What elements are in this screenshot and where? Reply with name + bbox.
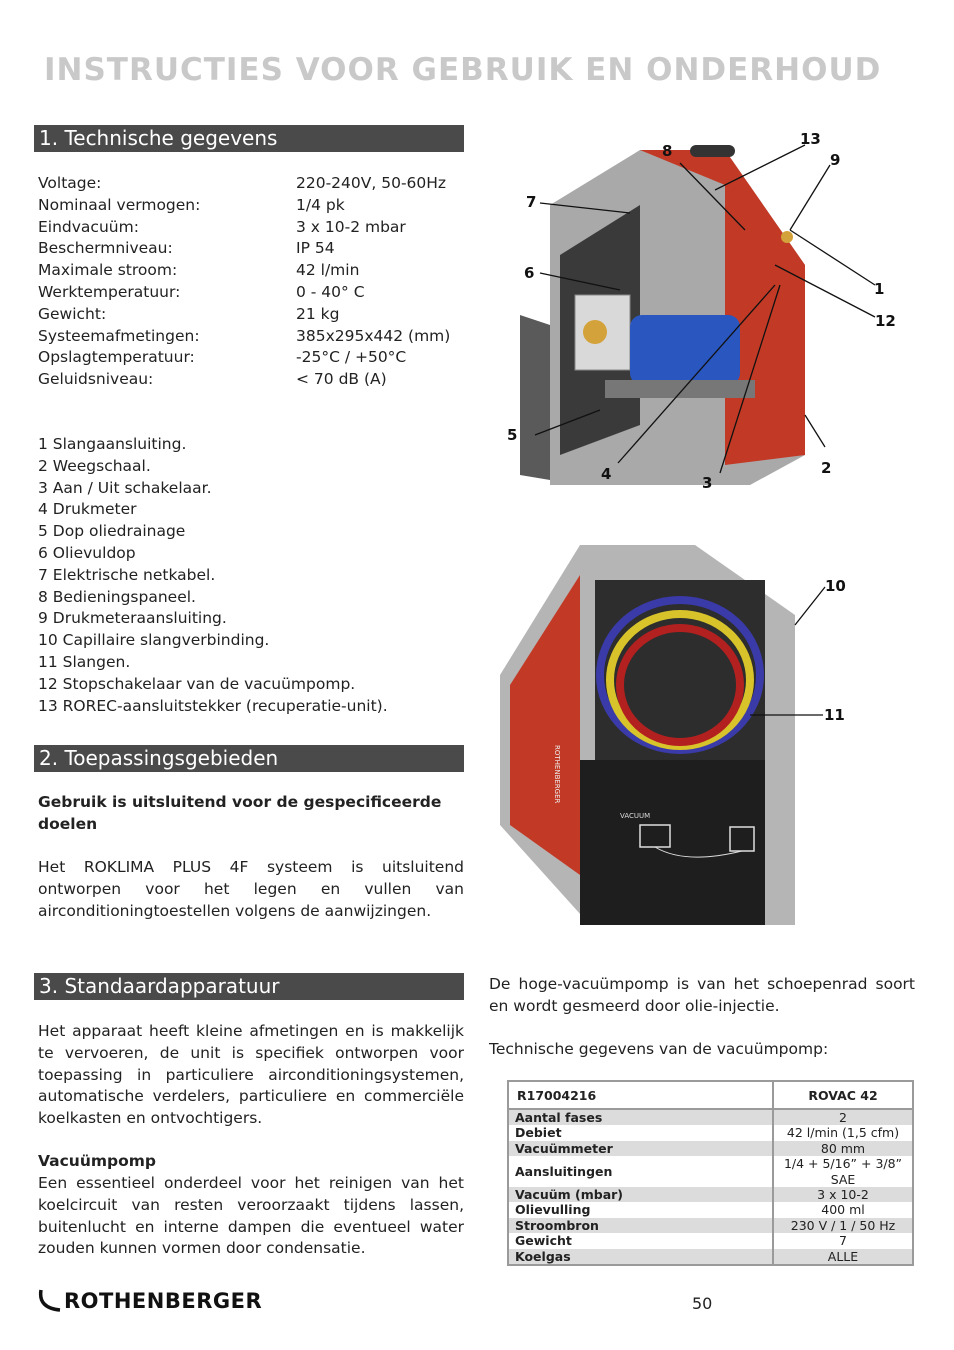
table-cell-label: Olievulling xyxy=(508,1202,773,1217)
callout-12: 12 xyxy=(875,312,896,330)
callout-4: 4 xyxy=(601,465,612,483)
application-text: Het ROKLIMA PLUS 4F systeem is uitsluitend ontworpen voor het legen en vullen van airconditioningtoestellen volgens de aanwijzingen. xyxy=(38,858,464,920)
spec-label: Geluidsniveau: xyxy=(38,370,154,389)
side-brand-label: ROTHENBERGER xyxy=(553,745,561,804)
spec-value: 21 kg xyxy=(296,304,340,323)
part-item: 6 Olievuldop xyxy=(38,543,136,562)
table-cell-value: 400 ml xyxy=(773,1202,913,1217)
spec-label: Gewicht: xyxy=(38,304,107,323)
table-cell-value: 2 xyxy=(773,1109,913,1125)
table-cell-label: Vacuüm (mbar) xyxy=(508,1187,773,1202)
part-item: 7 Elektrische netkabel. xyxy=(38,565,216,584)
table-cell-value: 1/4 + 5/16” + 3/8” SAE xyxy=(773,1156,913,1187)
spec-row xyxy=(38,238,450,260)
callout-1: 1 xyxy=(874,280,885,298)
spec-value: 3 x 10-2 mbar xyxy=(296,217,406,236)
spec-label: Werktemperatuur: xyxy=(38,282,181,301)
unit-closed-figure xyxy=(495,535,915,935)
vacuum-pump-text: Een essentieel onderdeel voor het reinigen van het koelcircuit van resten veroorzaakt tijdens lassen, buitenlucht en interne dampen die eventueel water zouden kunnen vormen door condensatie. xyxy=(38,1174,464,1258)
equipment-text: Het apparaat heeft kleine afmetingen en is makkelijk te vervoeren, de unit is specifiek ontworpen voor toepassing in particuliere airconditioningsystemen, automatische verdelers, particuliere en commerciële koelkasten en ontvochtigers. xyxy=(38,1022,464,1128)
spec-value: IP 54 xyxy=(296,239,335,258)
page-title: INSTRUCTIES VOOR GEBRUIK EN ONDERHOUD xyxy=(44,52,882,88)
table-row xyxy=(508,1233,913,1248)
table-cell-value: 7 xyxy=(773,1233,913,1248)
logo-text: ROTHENBERGER xyxy=(64,1289,263,1313)
spec-value: < 70 dB (A) xyxy=(296,370,387,389)
table-row xyxy=(508,1249,913,1265)
part-item: 8 Bedieningspaneel. xyxy=(38,587,196,606)
page-number: 50 xyxy=(692,1294,713,1313)
table-cell-value: 80 mm xyxy=(773,1141,913,1156)
callout-13: 13 xyxy=(800,130,821,148)
table-header-model: ROVAC 42 xyxy=(773,1081,913,1109)
table-cell-label: Stroombron xyxy=(508,1218,773,1233)
part-item: 11 Slangen. xyxy=(38,652,131,671)
spec-value: 1/4 pk xyxy=(296,195,345,214)
pump-spec-table xyxy=(507,1080,914,1266)
spec-label: Voltage: xyxy=(38,174,102,192)
spec-label: Eindvacuüm: xyxy=(38,217,139,236)
open-door xyxy=(520,315,550,480)
callout-10: 10 xyxy=(825,577,846,595)
callout-6: 6 xyxy=(524,264,535,282)
table-row xyxy=(508,1156,913,1187)
part-item: 4 Drukmeter xyxy=(38,500,137,519)
usage-restriction: Gebruik is uitsluitend voor de gespecificeerde doelen xyxy=(38,793,442,833)
callout-2: 2 xyxy=(821,459,832,477)
spec-label: Nominaal vermogen: xyxy=(38,195,201,214)
part-item: 10 Capillaire slangverbinding. xyxy=(38,631,270,650)
table-cell-value: 42 l/min (1,5 cfm) xyxy=(773,1125,913,1140)
spec-value: 220-240V, 50-60Hz xyxy=(296,174,447,192)
table-header-code: R17004216 xyxy=(508,1081,773,1109)
unit-open-figure xyxy=(500,125,920,505)
table-row xyxy=(508,1187,913,1202)
spec-row xyxy=(38,326,450,348)
section-heading-technical: 1. Technische gegevens xyxy=(34,125,464,152)
spec-label: Maximale stroom: xyxy=(38,261,178,280)
spec-row xyxy=(38,173,450,195)
table-cell-value: 230 V / 1 / 50 Hz xyxy=(773,1218,913,1233)
table-cell-label: Aantal fases xyxy=(508,1109,773,1125)
part-item: 12 Stopschakelaar van de vacuümpomp. xyxy=(38,674,356,693)
pump-motor xyxy=(630,315,740,385)
spec-label: Systeemafmetingen: xyxy=(38,326,200,345)
part-item: 2 Weegschaal. xyxy=(38,456,151,475)
spec-row xyxy=(38,304,450,326)
spec-value: -25°C / +50°C xyxy=(296,348,407,367)
front-panel xyxy=(580,760,765,925)
table-cell-label: Koelgas xyxy=(508,1249,773,1265)
table-row xyxy=(508,1202,913,1217)
table-cell-label: Debiet xyxy=(508,1125,773,1140)
spec-value: 42 l/min xyxy=(296,261,360,280)
part-item: 3 Aan / Uit schakelaar. xyxy=(38,478,212,497)
carry-handle xyxy=(690,145,735,157)
pump-table-intro: Technische gegevens van de vacuümpomp: xyxy=(489,1040,829,1058)
callout-7: 7 xyxy=(526,193,537,211)
pump-base xyxy=(605,380,755,398)
callout-5: 5 xyxy=(507,426,518,444)
section-heading-applications: 2. Toepassingsgebieden xyxy=(34,745,464,772)
part-item: 9 Drukmeteraansluiting. xyxy=(38,609,227,628)
callout-3: 3 xyxy=(702,474,713,492)
callout-9: 9 xyxy=(830,151,841,169)
oil-sight-glass xyxy=(583,320,607,344)
spec-label: Opslagtemperatuur: xyxy=(38,348,195,367)
gauge-connector xyxy=(781,231,793,243)
spec-row xyxy=(38,282,450,304)
table-row xyxy=(508,1125,913,1140)
spec-row xyxy=(38,195,450,217)
spec-row xyxy=(38,369,450,391)
spec-label: Beschermniveau: xyxy=(38,239,173,258)
callout-8: 8 xyxy=(662,142,673,160)
table-cell-value: ALLE xyxy=(773,1249,913,1265)
pump-description: De hoge-vacuümpomp is van het schoepenrad soort en wordt gesmeerd door olie-injectie. xyxy=(489,975,915,1015)
parts-list xyxy=(38,434,388,717)
spec-row xyxy=(38,217,450,239)
spec-row xyxy=(38,347,450,369)
part-item: 1 Slangaansluiting. xyxy=(38,435,187,453)
vacuum-pump-subheading: Vacuümpomp xyxy=(38,1152,157,1170)
logo-swoosh-icon xyxy=(38,1288,64,1312)
table-row xyxy=(508,1141,913,1156)
table-row xyxy=(508,1218,913,1233)
spec-value: 0 - 40° C xyxy=(296,282,365,301)
spec-list xyxy=(38,173,450,391)
table-cell-label: Gewicht xyxy=(508,1233,773,1248)
section-heading-equipment: 3. Standaardapparatuur xyxy=(34,973,464,1000)
vacuum-label: VACUUM xyxy=(620,812,651,820)
callout-11: 11 xyxy=(824,706,845,724)
table-cell-value: 3 x 10-2 xyxy=(773,1187,913,1202)
table-row xyxy=(508,1109,913,1125)
brand-logo xyxy=(38,1288,262,1313)
spec-row xyxy=(38,260,450,282)
part-item: 13 ROREC-aansluitstekker (recuperatie-unit). xyxy=(38,696,388,715)
part-item: 5 Dop oliedrainage xyxy=(38,522,186,541)
spec-value: 385x295x442 (mm) xyxy=(296,326,451,345)
table-cell-label: Vacuümmeter xyxy=(508,1141,773,1156)
table-cell-label: Aansluitingen xyxy=(508,1156,773,1187)
